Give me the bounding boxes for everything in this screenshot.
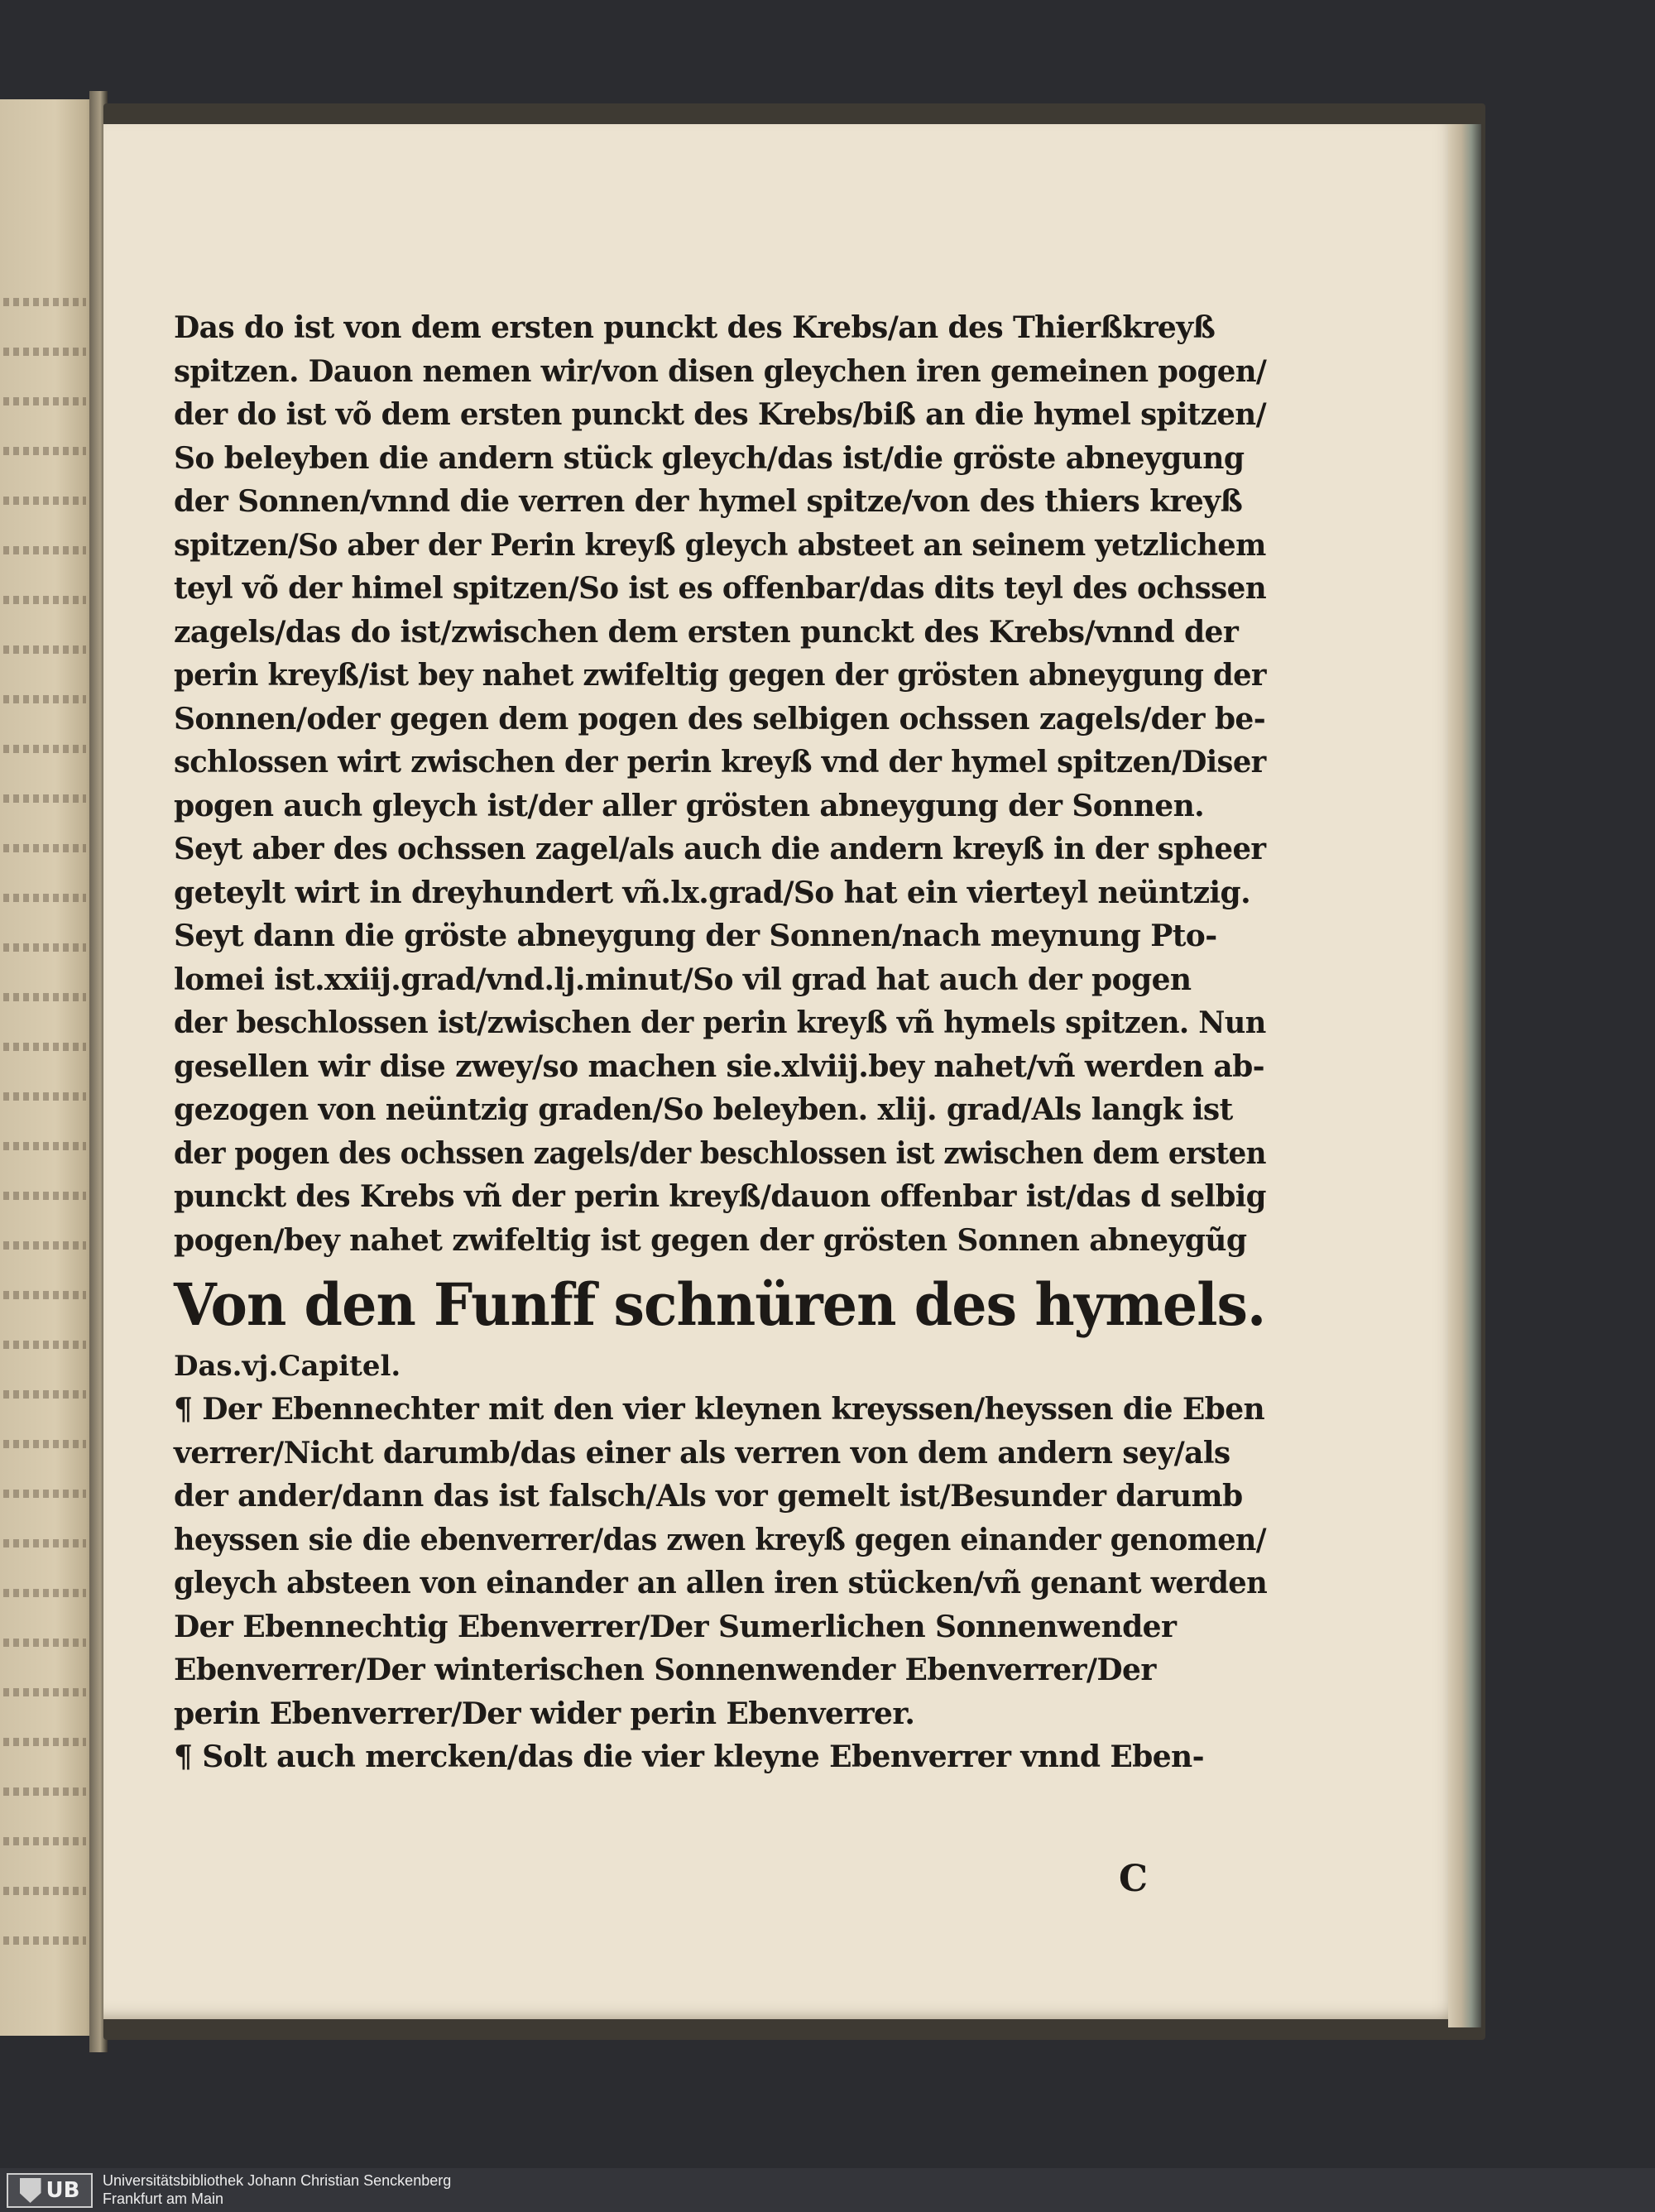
text-line: teyl võ der himel spitzen/So ist es offenbar/das dits teyl des ochssen	[174, 571, 1267, 606]
text-line: Sonnen/oder gegen dem pogen des selbigen ochssen zagels/der be-	[174, 701, 1266, 737]
text-line: heyssen sie die ebenverrer/das zwen kreyß gegen einander genomen/	[174, 1522, 1266, 1557]
footer-library-name: Universitätsbibliothek Johann Christian Senckenberg	[103, 2172, 452, 2189]
text-line: perin kreyß/ist bey nahet zwifeltig gegen der grösten abneygung der	[174, 658, 1266, 693]
text-line: zagels/das do ist/zwischen dem ersten punckt des Krebs/vnnd der	[174, 614, 1239, 650]
library-logo-text: UB	[46, 2178, 80, 2203]
text-line: spitzen. Dauon nemen wir/von disen gleychen iren gemeinen pogen/	[174, 353, 1267, 389]
library-logo[interactable]	[7, 2173, 93, 2208]
text-line: Das do ist von dem ersten punckt des Krebs/an des Thierßkreyß	[174, 310, 1216, 345]
text-line: Ebenverrer/Der winterischen Sonnenwender Ebenverrer/Der	[174, 1653, 1156, 1687]
crest-icon	[20, 2178, 41, 2203]
text-line: pogen/bey nahet zwifeltig ist gegen der grösten Sonnen abneygũg	[174, 1222, 1247, 1258]
text-line: Seyt dann die gröste abneygung der Sonnen/nach meynung Pto-	[174, 919, 1217, 953]
text-line: der pogen des ochssen zagels/der beschlossen ist zwischen dem ersten	[174, 1135, 1266, 1171]
text-line: pogen auch gleych ist/der aller grösten abneygung der Sonnen.	[174, 788, 1205, 823]
text-line: verrer/Nicht darumb/das einer als verren von dem andern sey/als	[174, 1435, 1230, 1471]
library-footer	[0, 2168, 1655, 2212]
text-line: lomei ist.xxiij.grad/vnd.lj.minut/So vil grad hat auch der pogen	[174, 962, 1192, 997]
page-fore-edge	[1448, 124, 1481, 2027]
text-line: perin Ebenverrer/Der wider perin Ebenverrer.	[174, 1696, 915, 1731]
text-line: So beleyben die andern stück gleych/das ist/die gröste abneygung	[174, 440, 1245, 476]
text-line: geteylt wirt in dreyhundert vñ.lx.grad/So hat ein vierteyl neüntzig.	[174, 875, 1251, 910]
text-line: gesellen wir dise zwey/so machen sie.xlviij.bey nahet/vñ werden ab-	[174, 1048, 1265, 1084]
signature-mark: C	[1119, 1858, 1149, 1900]
chapter-label: Das.vj.Capitel.	[174, 1350, 401, 1383]
adjacent-page-edge	[0, 99, 101, 2036]
text-line: spitzen/So aber der Perin kreyß gleych absteet an seinem yetzlichem	[174, 527, 1266, 563]
text-line: der beschlossen ist/zwischen der perin kreyß vñ hymels spitzen. Nun	[174, 1005, 1266, 1040]
text-line: gezogen von neüntzig graden/So beleyben. xlij. grad/Als langk ist	[174, 1092, 1233, 1127]
section-heading: Von den Funff schnüren des hymels.	[174, 1270, 1266, 1339]
page-text-block	[174, 306, 1266, 1779]
text-line: ¶ Solt auch mercken/das die vier kleyne Ebenverrer vnnd Eben-	[174, 1739, 1204, 1774]
text-line: Seyt aber des ochssen zagel/als auch die andern kreyß in der spheer	[174, 832, 1266, 866]
text-line: schlossen wirt zwischen der perin kreyß vnd der hymel spitzen/Diser	[174, 745, 1266, 780]
text-line: der ander/dann das ist falsch/Als vor gemelt ist/Besunder darumb	[174, 1479, 1243, 1514]
text-line: punckt des Krebs vñ der perin kreyß/dauon offenbar ist/das d selbig	[174, 1179, 1266, 1214]
footer-credit	[103, 2171, 451, 2208]
text-line: ¶ Der Ebennechter mit den vier kleynen kreyssen/heyssen die Eben	[174, 1392, 1265, 1427]
text-line: Der Ebennechtig Ebenverrer/Der Sumerlichen Sonnenwender	[174, 1609, 1177, 1644]
text-line: der Sonnen/vnnd die verren der hymel spitze/von des thiers kreyß	[174, 484, 1243, 519]
text-line: gleych absteen von einander an allen iren stücken/vñ genant werden	[174, 1566, 1268, 1600]
footer-library-city: Frankfurt am Main	[103, 2190, 224, 2207]
text-line: der do ist võ dem ersten punckt des Krebs/biß an die hymel spitzen/	[174, 397, 1267, 432]
